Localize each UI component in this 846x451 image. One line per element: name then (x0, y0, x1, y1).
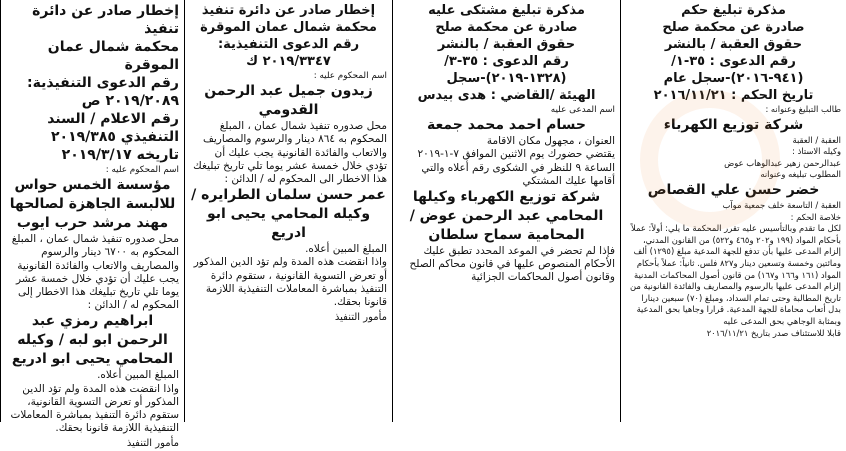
notice-body-2: واذا انقضت هذه المدة ولم تؤد الدين المذكور أو تعرض التسوية القانونية ، ستقوم دائرة التنفيذ بمباشرة المعاملات التنفيذية اللازمة قانونا بحقك. (193, 256, 387, 309)
case-year: (١٣٢٨-٢٠١٩)-سجل (446, 71, 567, 86)
creditor-name: ابراهيم رمزي عبد الرحمن ابو لبه / وكيله المحامي يحيى ابو ادريع (11, 313, 174, 368)
notice-body-2: واذا انقضت هذه المدة ولم تؤد الدين المذكور أو تعرض التسوية القانونية، ستقوم دائرة التنفيذ بمباشرة المعاملات التنفيذية اللازمة قانونا بحقك. (10, 382, 179, 435)
judge-name: الهيئة /القاضي : هدى بيدس (417, 88, 596, 103)
case-number: رقم الدعوى : ٣٥-١/ (671, 54, 796, 69)
address: العقبة / التاسعة خلف جمعية موآب (722, 199, 841, 210)
notice-body: محل صدوره تنفيذ شمال عمان ، المبلغ المحكوم به ٨٦٤ دينار والرسوم والمصاريف والاتعاب والفائدة القانونية يجب عليك أن تؤدي خلال خمسة عشر يوما تلي تاريخ تبليغك هذا الاخطار الى المحكوم له / الدائن : (193, 120, 387, 186)
defendant-label: اسم المحكوم عليه : (313, 71, 387, 81)
case-number: ٢٠١٩/٢٠٨٩ ص (81, 93, 179, 109)
creditor-name: عمر حسن سلمان الطرايره / وكيله المحامي يحيى ابو ادريع (191, 187, 386, 242)
complainant-name: شركة توزيع الكهرباء وكيلها المحامي عبد الرحمن عوض / المحامية سماح سلطان (409, 189, 604, 244)
requester-name: شركة توزيع الكهرباء (663, 116, 804, 133)
notice-section: حقوق العقبة / بالنشر (437, 37, 576, 52)
notice-body-2: فإذا لم تحضر في الموعد المحدد تطبق عليك الأحكام المنصوص عليها في قانون محاكم الصلح وقانون أصول المحاكمات الجزائية (409, 245, 615, 284)
notice-body: محل صدوره تنفيذ شمال عمان ، المبلغ المحكوم به ٦٧٠٠ دينار والرسوم والمصاريف والاتعاب والفائدة القانونية يجب عليك أن تؤدي خلال خمسة عشر يوما تلي تاريخ تبليغك هذا الاخطار إلى المحكوم له / الدائن : (11, 233, 179, 312)
plaintiff-label: اسم المدعى عليه (550, 105, 615, 115)
notice-court: صادرة عن محكمة صلح (662, 20, 805, 35)
reference-label: رقم الاعلام / السند (47, 111, 179, 127)
case-number: ٢٠١٩/٣٣٤٧ ك (246, 54, 331, 69)
notice-court: محكمة شمال عمان الموقرة (200, 20, 377, 35)
footer-note: قابلا للاستئناف صدر بتاريخ ٢٠١٦/١١/٢١ (706, 327, 841, 338)
defendant-name: مؤسسة الخمس حواس للالبسة الجاهزة لصالحها مهند مرشد حرب ايوب (9, 177, 176, 232)
agent-label: وكيله الاستاذ : (792, 146, 841, 157)
notified-label: المطلوب تبليغه وعنوانه (760, 169, 841, 180)
case-label: رقم الدعوى التنفيذية: (27, 75, 179, 91)
executive-number: التنفيذي ٢٠١٩/٣٨٥ (50, 129, 179, 145)
case-year: (٩٤١-٢٠١٦)-سجل عام (663, 71, 804, 86)
amount-line: المبلغ المبين أعلاه. (305, 243, 387, 256)
notice-title: مذكرة تبليغ مشتكى عليه (428, 3, 585, 18)
notice-section: حقوق العقبة / بالنشر (664, 37, 803, 52)
notice-court: صادرة عن محكمة صلح (435, 20, 578, 35)
notice-court: محكمة شمال عمان الموقرة (47, 39, 179, 73)
judgment-summary: لكل ما تقدم وبالتأسيس عليه تقرر المحكمة ما يلي: أولاً: عملاً بأحكام المواد (١٩٩ و٢٠٢ و٤٦٥ و٥٢٢) من القانون المدني، إلزام المدعى عليها بأن تدفع للجهة المدعية مبلغ (١٢٩٥) ألف ومائتين وخمسة وتسعين دينار و٨٢٧ فلس. ثانياً: عملاً بأحكام المواد (١٦١ و١٦٦ و١٦٧) من قانون أصول المحاكمات المدنية إلزام المدعى عليها بالرسوم والمصاريف والفائدة القانونية من تاريخ المطالبة وحتى تمام السداد، ومبلغ (٧٠) سبعين دينارا بدل أتعاب محاماة للجهة المدعية. قرارا وجاهيا بحق المدعية وبمثابة الوجاهي بحق المدعى عليه (629, 223, 841, 326)
agent-name: عبدالرحمن زهير عبدالوهاب عوض (724, 157, 841, 168)
amount-line: المبلغ المبين أعلاه. (97, 369, 179, 382)
summary-label: خلاصة الحكم : (790, 211, 841, 222)
notified-name: خضر حسن علي القصاص (647, 181, 820, 198)
city: العقبة / العقبة (792, 134, 841, 145)
notice-title: إخطار صادر عن دائرة تنفيذ (32, 3, 179, 37)
judgment-date: تاريخ الحكم : ٢٠١٦/١١/٢١ (653, 88, 814, 103)
notice-title: إخطار صادر عن دائرة تنفيذ (201, 3, 376, 18)
notice-column-4 (620, 0, 846, 422)
requester-label: طالب التبليغ وعنوانه : (765, 104, 841, 114)
defendant-label: اسم المحكوم عليه : (105, 165, 179, 175)
notice-date: تاريخه ٢٠١٩/٣/١٧ (61, 147, 179, 163)
signature: مأمور التنفيذ (334, 312, 387, 324)
defendant-name: زيدون جميل عبد الرحمن القدومي (204, 83, 373, 119)
address: العنوان ، مجهول مكان الاقامة (486, 135, 615, 148)
notice-column-1 (0, 0, 184, 450)
notice-column-3 (392, 0, 620, 422)
case-number: رقم الدعوى : ٣٥-٣/ (444, 54, 569, 69)
notice-column-2 (184, 0, 392, 422)
case-label: رقم الدعوى التنفيذية: (217, 37, 360, 52)
notice-title: مذكرة تبليغ حكم (681, 3, 786, 18)
signature: مأمور التنفيذ (126, 438, 179, 450)
notice-body: يقتضي حضورك يوم الاثنين الموافق ٧-١-٢٠١٩ الساعة ٩ للنظر في الشكوى رقم أعلاه والتي أقامها عليك المشتكي (417, 148, 615, 187)
plaintiff-name: حسام احمد محمد جمعة (427, 117, 586, 134)
